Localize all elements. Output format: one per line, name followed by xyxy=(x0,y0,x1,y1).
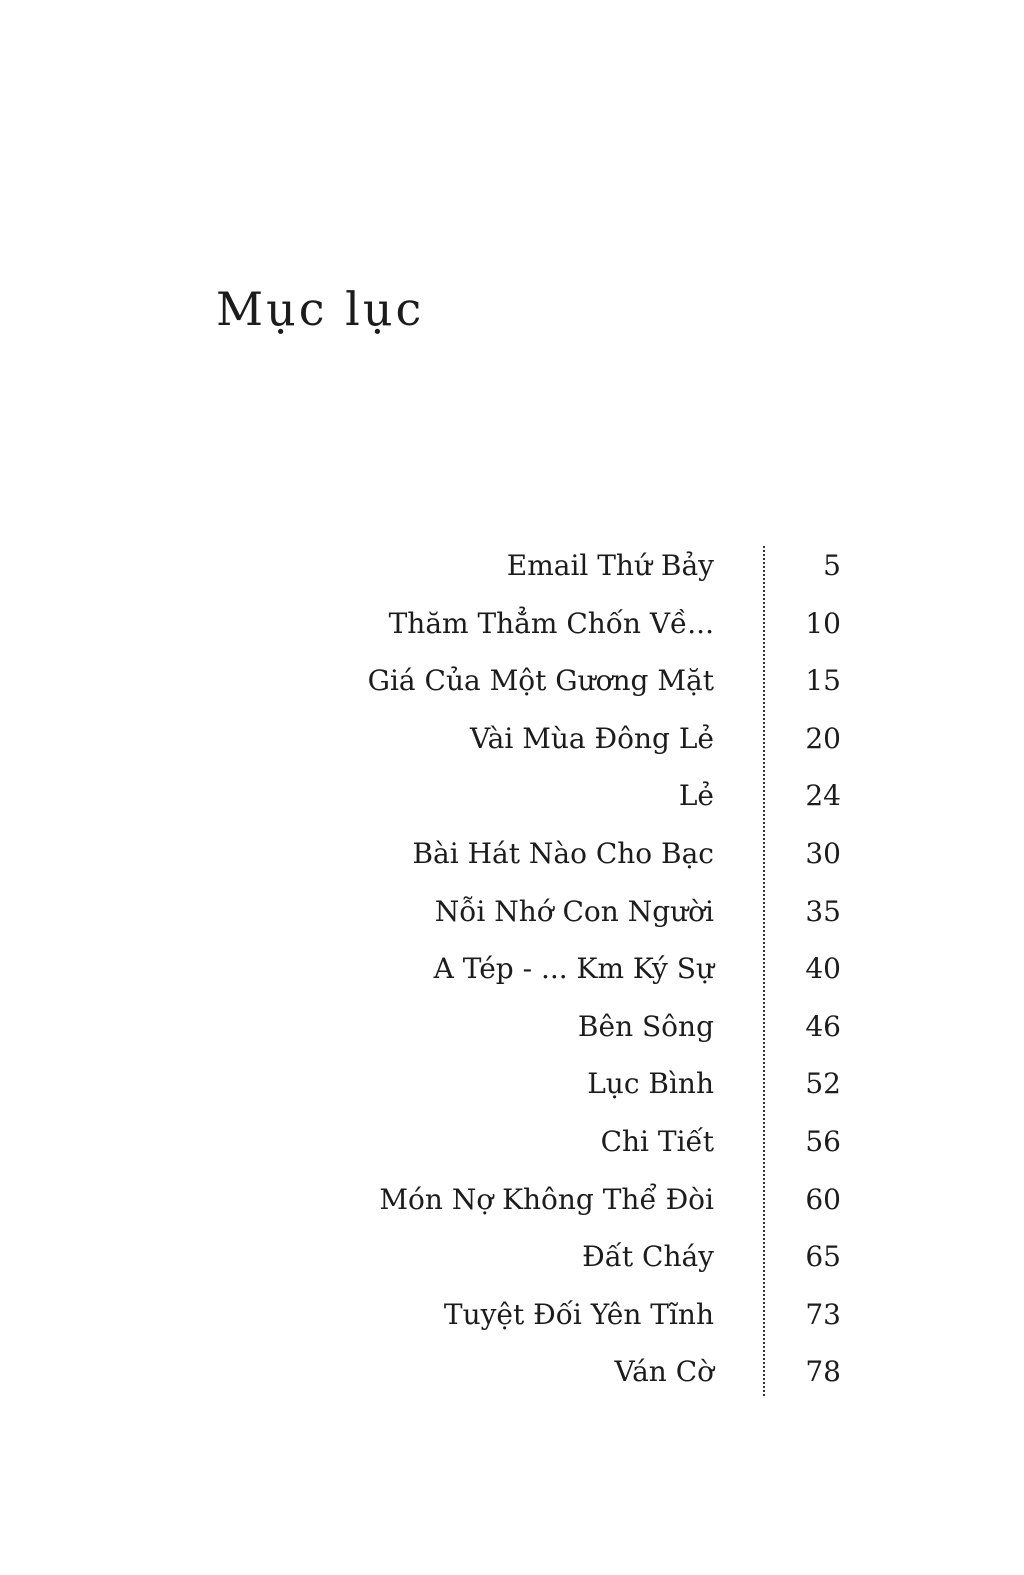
toc-entry-title: A Tép - ... Km Ký Sự xyxy=(433,952,714,986)
toc-entry[interactable] xyxy=(0,1114,1024,1172)
toc-entry-title: Lẻ xyxy=(678,779,714,813)
toc-entry[interactable] xyxy=(0,1229,1024,1287)
toc-entry[interactable] xyxy=(0,653,1024,711)
toc-entry[interactable] xyxy=(0,999,1024,1057)
toc-entry-page: 52 xyxy=(805,1067,841,1101)
toc-entry-title: Bên Sông xyxy=(577,1009,714,1043)
toc-entry-title: Đất Cháy xyxy=(582,1240,714,1274)
toc-entry-title: Thăm Thẳm Chốn Về... xyxy=(388,606,714,640)
toc-entry-page: 24 xyxy=(805,779,841,813)
toc-entry[interactable] xyxy=(0,1287,1024,1345)
toc-entry-page: 56 xyxy=(805,1124,841,1158)
toc-entry-title: Email Thứ Bảy xyxy=(506,549,714,582)
toc-entry-page: 10 xyxy=(805,606,841,640)
toc-entry[interactable] xyxy=(0,884,1024,942)
toc-entry-page: 78 xyxy=(805,1355,841,1389)
toc-entry[interactable] xyxy=(0,941,1024,999)
toc-entry-title: Bài Hát Nào Cho Bạc xyxy=(412,836,714,870)
toc-entry-page: 5 xyxy=(823,549,841,582)
toc-entry[interactable] xyxy=(0,768,1024,826)
toc-entry-page: 60 xyxy=(805,1182,841,1216)
toc-entry-page: 40 xyxy=(805,952,841,986)
table-of-contents xyxy=(0,538,1024,1402)
toc-entry-page: 46 xyxy=(805,1009,841,1043)
toc-entry[interactable] xyxy=(0,711,1024,769)
toc-entry-title: Món Nợ Không Thể Đòi xyxy=(379,1182,714,1216)
toc-entry-title: Nỗi Nhớ Con Người xyxy=(434,894,714,928)
page-title: Mục lục xyxy=(216,282,425,336)
toc-entry-page: 73 xyxy=(805,1297,841,1331)
toc-entry-title: Giá Của Một Gương Mặt xyxy=(367,664,714,698)
toc-entry[interactable] xyxy=(0,1344,1024,1402)
toc-entry-page: 30 xyxy=(805,836,841,870)
toc-entry-title: Ván Cờ xyxy=(614,1355,714,1389)
toc-entry-page: 15 xyxy=(805,664,841,698)
toc-entry-title: Vài Mùa Đông Lẻ xyxy=(470,721,714,755)
toc-entry-title: Chi Tiết xyxy=(600,1124,714,1158)
toc-entry[interactable] xyxy=(0,826,1024,884)
toc-entry-page: 20 xyxy=(805,721,841,755)
toc-entry[interactable] xyxy=(0,1172,1024,1230)
toc-entry[interactable] xyxy=(0,596,1024,654)
toc-entry[interactable] xyxy=(0,538,1024,596)
toc-entry-page: 35 xyxy=(805,894,841,928)
toc-entry-page: 65 xyxy=(805,1240,841,1274)
toc-entry-title: Tuyệt Đối Yên Tĩnh xyxy=(443,1297,714,1331)
toc-entry[interactable] xyxy=(0,1056,1024,1114)
toc-entry-title: Lục Bình xyxy=(587,1067,714,1101)
